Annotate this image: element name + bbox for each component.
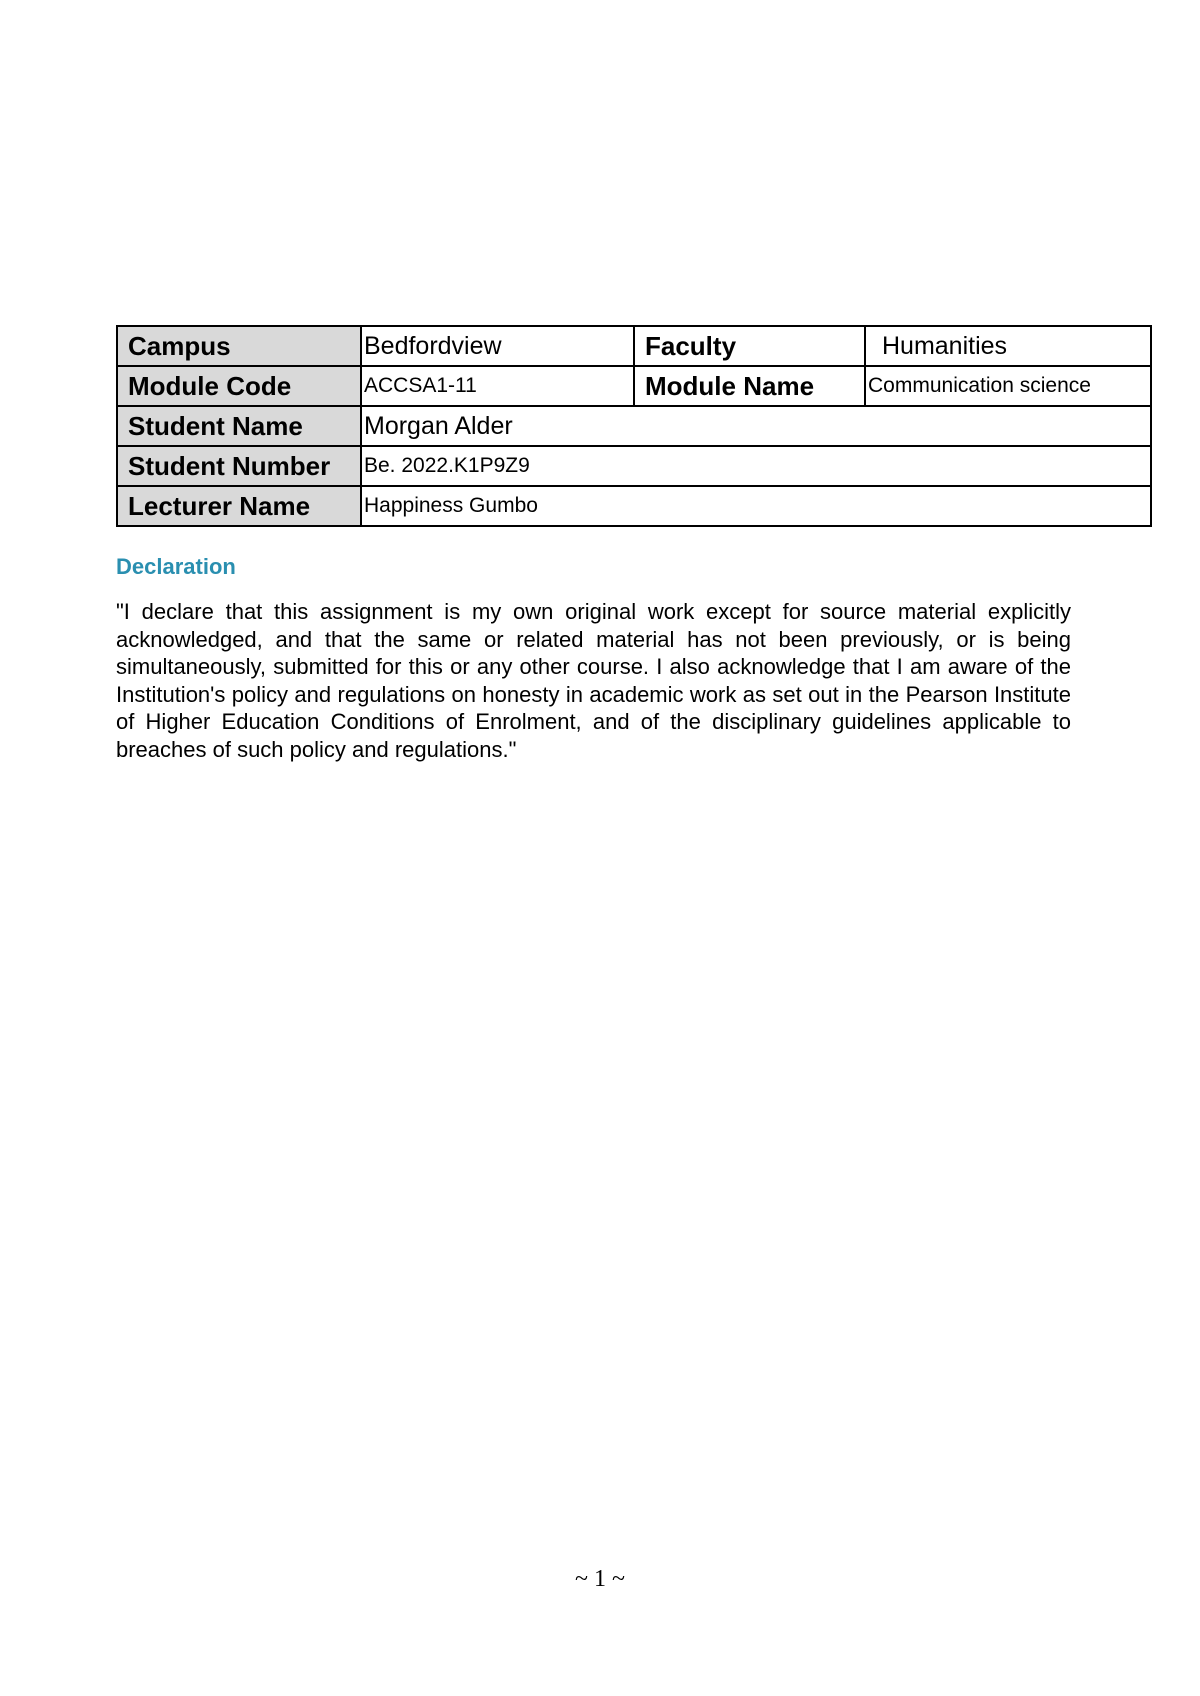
table-row [117,446,1151,486]
page-number: ~ 1 ~ [575,1566,625,1592]
table-row [117,406,1151,446]
campus-value: Bedfordview [361,326,634,366]
campus-label: Campus [117,326,361,366]
table-row [117,326,1151,366]
student-number-value: Be. 2022.K1P9Z9 [361,446,1151,486]
faculty-value: Humanities [865,326,1151,366]
lecturer-name-label: Lecturer Name [117,486,361,526]
table-row [117,486,1151,526]
declaration-heading: Declaration [116,554,236,579]
lecturer-name-value: Happiness Gumbo [361,486,1151,526]
module-name-label: Module Name [634,366,865,406]
faculty-label: Faculty [634,326,865,366]
student-name-value: Morgan Alder [361,406,1151,446]
module-code-label: Module Code [117,366,361,406]
module-code-value: ACCSA1-11 [361,366,634,406]
student-name-label: Student Name [117,406,361,446]
module-name-value: Communication science [865,366,1151,406]
cover-info-table [116,325,1152,527]
table-row [117,366,1151,406]
declaration-text: "I declare that this assignment is my own original work except for source material explicitly acknowledged, and that the same or related material has not been previously, or is being simultaneously, submitted for this or any other course. I also acknowledge that I am aware of the Institution's policy and regulations on honesty in academic work as set out in the Pearson Institute of Higher Education Conditions of Enrolment, and of the disciplinary guidelines applicable to breaches of such policy and regulations." [116,599,1071,762]
student-number-label: Student Number [117,446,361,486]
